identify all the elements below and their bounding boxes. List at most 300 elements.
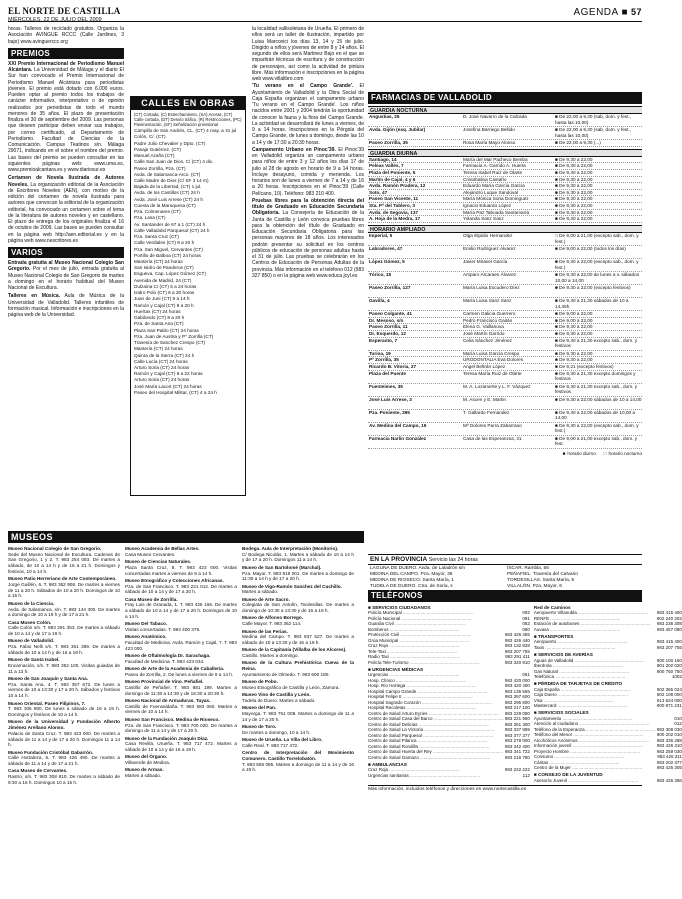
farmacia-row	[368, 233, 642, 246]
column-actividades	[252, 26, 364, 526]
obra-item: Juan de Juni (CT) 9 a 14 h	[134, 296, 190, 302]
museo-name: Museo San Francisco. Medina de Rioseco.	[125, 716, 220, 722]
telefono-number: 012	[674, 721, 682, 727]
telefonos-category: ■ SERVICIOS DE AVERÍAS	[533, 651, 593, 657]
museo-name: Museo del Pan.	[242, 705, 277, 711]
farmacia-owner: Carmen Galicia Guerrero	[463, 311, 516, 317]
farmacia-hours: ■ De 9,30 a 22,00	[555, 357, 593, 363]
article-title: Talleres en Música.	[8, 293, 61, 300]
telefono-number: 983 132 828	[504, 643, 530, 649]
telefono-number: 983 426 305	[656, 765, 682, 771]
farmacia-owner: URODONTALIA Eva Dolores	[463, 357, 524, 363]
telefonos-category: ■ URGENCIAS MÉDICAS	[368, 666, 424, 672]
museo-entry	[242, 597, 354, 614]
farmacia-row	[368, 397, 642, 410]
museo-entry	[242, 705, 354, 722]
farmacia-address: Paseo Colgante, 41	[369, 311, 412, 317]
telefono-label: Atención al ciudadano .....	[534, 721, 650, 726]
farmacia-address: Pº Zorrilla, 35	[369, 357, 399, 363]
farmacia-hours: ■ De 9,30 a 22,00	[555, 324, 593, 330]
museo-name: Museo Anatómico.	[125, 634, 167, 640]
telefono-label: Cáritas .....	[534, 760, 620, 765]
obra-item: Pasaje Gutiérrez. (CT)	[134, 146, 181, 152]
telefono-label: Asesoría Juvenil .....	[534, 778, 638, 783]
farmacias-subheader: GUARDIA DIURNA	[368, 149, 642, 157]
farmacia-owner: Mª Dolores Parra Zabarrano	[463, 422, 522, 428]
article-title: XXI Premio Internacional de Periodismo Manuel Alcántara.	[8, 60, 124, 73]
telefonos-category: ■ SERVICIOS CIUDADANOS	[368, 604, 431, 610]
museo-name: Museo de Santa Isabel.	[8, 657, 60, 663]
telefono-number: 902 240 202	[656, 615, 682, 621]
museo-details: Pza. Fabio Nelli s/n. T. 983 351 389. De martes a sábado de 10 a 14 h y de 16 a 19 h.	[8, 644, 120, 655]
telefono-number: 080	[522, 626, 530, 632]
provincia-item: VILLALÓN. Pza. Mayor, 6	[507, 584, 562, 590]
museo-name: Museo de Valladolid.	[8, 638, 55, 644]
obra-item: Pza. Juan de Austria y P° Zorrilla (CT)	[134, 333, 214, 339]
telefono-number: 983 397 600	[504, 694, 530, 700]
museo-entry	[242, 546, 354, 563]
museo-details: Castillo. Martes a domingo.	[242, 653, 299, 659]
museo-name: Museo de San Bartolomé (Marchal).	[242, 564, 322, 570]
farmacia-address: Avda. Gijón (esq. Jubilar)	[369, 127, 426, 132]
museo-details: C/ Bodega Nicolás, 1. Martes a sábado de 10 a 14 h y de 17 a 20 h. Domingos 11 a 14 h.	[242, 551, 354, 563]
farmacia-row	[368, 384, 642, 397]
museo-name: Museo de la Universidad y Fundación Alberto Jiménez Arellano Alonso.	[8, 719, 120, 731]
museo-entry	[242, 750, 354, 773]
farmacia-row	[368, 331, 642, 338]
article-pruebas-libres	[252, 198, 364, 279]
obra-item: Pza. Lasa (CT)	[134, 215, 166, 221]
museo-entry	[242, 724, 354, 735]
telefonos-column-2	[534, 603, 682, 784]
museos-columns	[8, 546, 364, 787]
farmacia-hours: ■ De 9,30 a 22,00	[555, 156, 593, 162]
telefono-row	[368, 773, 530, 778]
obra-item: Avda. de los Castillos (CT) 24 h	[134, 190, 200, 196]
telefono-number: 092	[522, 610, 530, 616]
farmacia-owner: Alejandro Luque Sandoval	[463, 189, 518, 195]
obra-item: Pza. Colmenares (CT)	[134, 209, 181, 215]
museo-entry	[125, 559, 237, 576]
farmacia-owner: Farmacia A. Garrido A. Huerta	[463, 163, 526, 169]
article-title: Entrada gratuita al Museo Nacional Colegio San Gregorio.	[8, 260, 124, 273]
farmacia-row	[368, 157, 642, 164]
telefono-number: 983 217 100	[504, 705, 530, 711]
calles-en-obras-title: CALLES EN OBRAS	[131, 97, 245, 110]
obras-list	[131, 128, 245, 398]
obra-item: Mantería (CT) 24 horas	[134, 346, 183, 352]
telefono-label: Bomberos .....	[368, 627, 460, 632]
obras-legend: (CT) Cortada, (C) Estrechamiento, (SA) Aceras, (CT) Calle cortada, (DT) Desvío tráfico, (R) Restricciones, (PC) Pavimentación, (SF) Señalización provisional	[134, 112, 242, 128]
obra-item: José María Lacort (CT) 24 horas	[134, 383, 202, 389]
telefono-number: 062	[522, 621, 530, 627]
museo-details: Tudela de Duero. Martes a sábado.	[242, 697, 316, 703]
telefono-number: 1002	[671, 674, 682, 680]
telefono-label: Policía Nacional .....	[368, 616, 472, 621]
telefono-label: Centro de Salud Casa del Barco .....	[368, 716, 504, 721]
museo-details: Casa Museo Cervantes.	[125, 551, 176, 557]
museo-details: Colegiata de San Antolín, Tordesillas. De martes a domingo de 10:30 a 13:30 y de 16 a 19 h.	[242, 602, 354, 614]
museo-details: Medina del Campo. T. 983 837 527. De martes a sábado de 10 a 13:30 y de 16 a 19 h.	[242, 634, 354, 645]
telefono-number: 983 336 288	[656, 737, 682, 743]
farmacia-row	[368, 318, 642, 325]
museo-entry	[8, 576, 120, 599]
farmacia-owner: María Luisa Escudero Díez	[463, 285, 520, 291]
obra-item: Esgueva, Cap. López Gómez (CT)	[134, 271, 206, 277]
museo-name: Museo Provincial de Vino. Peñafiel.	[125, 679, 204, 685]
museos-title: MUSEOS	[8, 531, 364, 543]
telefono-number: 983 291 411	[505, 654, 530, 660]
telefono-number: 112	[522, 772, 530, 778]
telefono-row	[368, 660, 530, 665]
telefono-label: Telefónica .....	[534, 674, 626, 679]
museo-details: Villaverde de Medina.	[125, 760, 170, 766]
museo-name: Museo de la Fundación Joaquín Díaz.	[125, 735, 209, 741]
museo-entry	[125, 546, 237, 557]
farmacia-address: Paseo Zorrilla, 11	[369, 324, 408, 330]
museo-entry	[125, 698, 237, 715]
farmacia-owner: María Paz Taboada Santamaría	[463, 209, 530, 215]
farmacia-hours: ■ De 9,30 a 22,00	[555, 330, 593, 336]
telefono-number: 983 426 386	[656, 778, 682, 784]
article-pruebas-libres-text: La Consejería de Educación de la Junta de Castilla y León convoca pruebas libres para la obtención del título de Graduado en Educación Secundaria Obligatoria para las personas mayores de 18 años. Los interesados podrán presentar su solicitud en los centros públicos de educación de personas adultas hasta el 31 de julio. Las pruebas se celebrarán en los Centros de Educación de Personas Adultas de la provincia. Más información en el teléfono 012 (983 327 850) o en la página web www.educa.jcyl.es	[252, 210, 365, 279]
farmacia-row	[368, 259, 642, 272]
farmacia-hours: □ De 9,00 a 21,00 (excepto sab., dom. y fest.)	[555, 233, 639, 244]
farmacia-address: Santiago, 14	[369, 156, 397, 162]
telefono-label: Estación de autobuses .....	[534, 621, 651, 626]
provincia-item: TUDELA DE DUERO. Ctra. de Soria, s	[370, 584, 453, 590]
museo-details: T. 983 565 085. Martes a domingo de 11 a 14 y de 16 a 19 h.	[242, 761, 354, 773]
museo-details: Pza. Mayor. T. 983 819 001. De martes a domingo de 11:30 a 14 h y de 17 a 20 h.	[242, 570, 354, 582]
farmacia-address: Martín de Cajal, 4 y 6	[369, 176, 416, 182]
farmacia-row	[368, 196, 642, 203]
farmacia-owner: Eduardo María García García	[463, 183, 525, 189]
farmacia-hours: ■ De 9,30 a 21,30 excepto domingos y festivos	[555, 370, 636, 382]
obra-item: Portillo de Balboa (CT) 24 horas	[134, 252, 201, 258]
provincia-item: PEÑAFIEL. Travesía del Calvario	[507, 572, 578, 578]
museos-section	[8, 531, 364, 893]
telefono-label: Auvasa .....	[534, 627, 620, 632]
farmacia-hours: ■ De 9,30 a 22,00	[555, 209, 593, 215]
museo-entry	[125, 767, 237, 778]
museo-entry	[125, 634, 237, 651]
telefono-label: Centro de Salud Delicias .....	[368, 722, 489, 727]
telefono-label: Tele-Taxi .....	[368, 649, 457, 654]
telefono-label: Proyecto Hombre .....	[534, 749, 640, 754]
museo-entry	[242, 565, 354, 582]
telefono-row	[534, 703, 682, 708]
telefono-number: 900 971 231	[656, 703, 682, 709]
farmacia-owner: Rosa María Mayo Alonso	[463, 140, 516, 145]
obra-item: Mantería (CT) 24 horas	[134, 259, 183, 265]
article-campo-grande-text: El Ayuntamiento de Valladolid y la Obra Social de Caja España organizan el campamento urbano 'Tu verano en el Campo Grande'. Los niños nacidos entre 2001 y 2004 tendrán la oportunidad de conocer la fauna y la flora del Campo Grande. La actividad se desarrollará de lunes a viernes, de 9 a 14 horas. Inscripciones en la Pérgola del Campo Grande, de lunes a domingo, desde las 10 a 14 y de 17:30 a 20:30 horas.	[252, 83, 364, 146]
telefono-number: 983 426 440	[504, 637, 530, 643]
farmacia-owner: Angel Beltrán López	[463, 363, 506, 369]
telefono-label: Cruz Roja .....	[368, 643, 459, 648]
telefono-label: Visa .....	[534, 698, 614, 703]
farmacia-address: Dr. Esquerdo, 12	[369, 330, 406, 336]
farmacia-hours: ■ De 9,30 a 22,00 sábados de 10 a 14,00	[555, 396, 642, 402]
museo-entry	[242, 737, 354, 748]
museo-name: Museo Academia de Bellas Artes.	[125, 546, 200, 551]
premios-list	[8, 61, 124, 244]
museo-name: Museo de Ciencias Naturales.	[125, 559, 192, 565]
museo-entry	[125, 578, 237, 595]
farmacia-address: Tórico, 15	[369, 272, 392, 278]
farmacia-owner: M. A. Lozamerte y L. F. Vázquez	[463, 383, 531, 389]
farmacia-row	[368, 246, 642, 259]
farmacia-address: A. Hoja de la Medra, 17	[369, 216, 421, 222]
provincia-item: MEDINA DE RIOSECO. Santa María, 1	[370, 578, 454, 584]
museo-details: Casa Revilla, Urueña. T. 983 717 472. Martes a sábado de 10 a 14 y de 16 a 19 h.	[125, 741, 237, 753]
museo-details: Museo Etnográfico de Castilla y León, Zamora.	[242, 684, 340, 690]
provincia-right	[507, 566, 640, 590]
museo-details: Avda. de Salamanca, s/n. T. 983 144 300. De martes a domingo de 10 a 19 h y de 17 a 21 h.	[8, 606, 120, 618]
museo-details: T. 983 306 800. De lunes a sábado de 16 a 19 h. Domingos y festivos de 10 a 14 h.	[8, 706, 120, 717]
museo-details: Jorge Guillén, 6. T. 983 362 908. De martes a viernes de 11 a 20 h. Sábados de 10 a 20 h. Domingos de 10 a 15 h.	[8, 582, 120, 599]
telefono-label: Urgencias .....	[368, 672, 460, 677]
telefono-label: Centro de Salud Pilarica .....	[368, 738, 488, 743]
farmacia-hours: ■ De 9,30 a 22,00	[555, 189, 593, 195]
article-campo-grande	[252, 83, 364, 146]
farmacia-address: Sta. Pª del Tablero, 3	[369, 203, 415, 209]
museo-entry	[8, 676, 120, 699]
telefono-number: 900 750 750	[656, 668, 682, 674]
museo-entry	[8, 768, 120, 785]
telefono-label: Centro de Salud La Victoria .....	[368, 727, 494, 732]
article-text: Por el mes de julio, entrada gratuita al Museo Nacional Colegio de San Gregorio de martes a domingo en el horario habitual del Museo Nacional de Escultura.	[8, 266, 124, 291]
farmacia-row	[368, 351, 642, 358]
farmacia-address: Labradores, 47	[369, 246, 403, 252]
museo-entry	[8, 657, 120, 674]
farmacia-row	[368, 114, 642, 127]
obra-item: Huertas (CT) 24 horas	[134, 308, 181, 314]
telefono-label: Información juvenil .....	[534, 743, 643, 748]
telefonos-body	[368, 603, 682, 784]
telefono-label: Teléfono del Menor .....	[534, 732, 644, 737]
farmacia-hours: ■ De 9,00 a 22,00 (todos los días)	[555, 246, 626, 252]
farmacia-address: Avda. Ramón Pradera, 12	[369, 183, 426, 189]
telefono-label: Hospital Felipe II .....	[368, 694, 473, 699]
farmacia-address: Esperanto, 7	[369, 337, 398, 343]
telefono-number: 983 342 400	[504, 743, 530, 749]
telefono-number: 983 420 000	[504, 677, 530, 683]
telefono-label: Aguas de Valladolid .....	[534, 658, 645, 663]
telefono-number: 983 202 377	[656, 759, 682, 765]
farmacia-row	[368, 423, 642, 436]
telefono-label: Centro de la Mujer .....	[534, 765, 642, 770]
article-text: La organización editorial de la Asociación de Escritores Noveles (AEN), con motivo de la edición del certamen de novela ilustrada para autores que convocan la editorial de la organización editorial, ha convocado un certamen sobre el tema de la literatura de autores noveles y en castellano. El plazo de entrega de los originales finaliza el 16 de octubre de 2009. Las bases se pueden consultar en la página web http://aen.editorial.es y en la página web www.nescritores.es	[8, 181, 124, 244]
telefono-number: 983 259 030	[656, 748, 682, 754]
museo-entry	[125, 621, 237, 632]
farmacia-row	[368, 163, 642, 170]
farmacia-owner: T. Gallardo Fernandez	[463, 409, 510, 415]
telefonos-title: TELÉFONOS	[368, 590, 642, 602]
article-pinoc-title: Campamento Urbano en Pinoc'39.	[252, 146, 336, 153]
article	[8, 61, 124, 174]
article-pinoc	[252, 147, 364, 197]
museo-details: Ayuntamiento de Olmedo. T. 983 600 180.	[242, 671, 330, 677]
farmacia-address: Turina, 19	[369, 350, 391, 356]
farmacia-owner: María Luisa Sanz Sanz	[463, 298, 512, 304]
telefonos-category: ■ TRANSPORTES	[533, 633, 574, 639]
telefono-number: 983 351 300	[504, 721, 530, 727]
obra-item: Arturo Soria (CT) 24 horas	[134, 365, 190, 370]
telefono-label: Grúa Municipal .....	[368, 638, 470, 643]
telefono-label: Policía Tele-Turismo .....	[368, 660, 480, 665]
telefono-number: 983 337 899	[504, 727, 530, 733]
obra-item: Colón, C/. (CT)	[134, 134, 166, 140]
museo-name: Museo de la Ciencia.	[8, 600, 55, 606]
museo-details: Martes a sábado.	[242, 589, 279, 595]
telefono-row	[534, 765, 682, 770]
farmacia-hours: ■ De 9,30 a 22,00	[555, 169, 593, 175]
farmacia-row	[368, 170, 642, 177]
farmacia-owner: Emilio Rodríguez Álvarez	[463, 246, 516, 252]
museo-details: Mayorga. T. 983 751 008. Martes a domingo de 11 a 14 y de 17 a 20 h.	[242, 711, 354, 722]
provincia-left	[370, 566, 503, 590]
obra-item: Dulzaina C/ (CT) 5 a 24 horas	[134, 283, 197, 289]
calles-en-obras-box	[130, 96, 246, 496]
provincia-list	[368, 565, 642, 591]
telefono-number: 913 624 000	[656, 697, 682, 703]
museo-name: Centro de Interpretación del Movimiento Comunero. Castillo Torrelobatón.	[242, 750, 354, 761]
provincia-item: MEDINA DEL CAMPO. Pza. Mayor, 36	[370, 572, 453, 578]
farmacia-owner: María Mónica Soria Dominguez	[463, 196, 529, 202]
telefonos-category: ■ CONSEJO DE LA JUVENTUD	[533, 772, 603, 778]
farmacia-hours: ■ De 9,30 a 21,30 excepto sab., dom. y festivos	[555, 383, 638, 395]
telefono-label: Ayuntamiento .....	[534, 716, 633, 721]
farmacia-address: Paseo San Vicente, 11	[369, 196, 419, 202]
museo-name: Museo del Órgano.	[125, 754, 168, 760]
farmacia-hours: ■ De 9,30 a 22,00 sábados de 10,00 a 14,00	[555, 409, 635, 421]
page-number: 57	[630, 7, 642, 17]
farmacia-address: Avda. de Segovia, 137	[369, 209, 419, 215]
telefono-number: 983 207 755	[504, 648, 530, 654]
telefono-label: Consumo .....	[534, 754, 625, 759]
obra-item: Avda. José Luis Arrese (CT) 24 h	[134, 196, 203, 202]
farmacia-owner: Yolanda Sanz Sanz	[463, 216, 504, 222]
farmacia-row	[368, 285, 642, 298]
farmacia-owner: Celia Sánchez Jiménez	[463, 337, 512, 343]
telefono-number: 900 202 010	[656, 732, 682, 738]
museo-name: Museo Fundación Cristóbal Gabarrón.	[8, 749, 94, 755]
museo-name: Museo Nacional de Armaduras. Tuyas.	[125, 697, 211, 703]
museo-details: Calle Colón s/n. T. 983 291 353. De martes a sábado de 10 a 14 y de 17 a 19 h.	[8, 625, 120, 637]
article-pinoc-text: El Pinoc'39 en Valladolid organiza un campamento urbano para niños de entre 3 y 12 años los días 17 de julio al 28 de agosto en horario de 9 a 14 horas. Incluye desayuno, comida y merienda. Los horarios son de lunes a viernes de 7 a 14 y de 16 a 20 horas. Inscripciones en el Pinoc'39 (Calle Pelícano, 10). Teléfono: 983 210 400.	[252, 146, 365, 197]
telefono-label: RENFE .....	[534, 616, 621, 621]
farmacia-owner: Pedro Francisco Gaitán	[463, 317, 513, 323]
museo-entry	[125, 736, 237, 753]
obra-item: Paseo del Hospital Militar, (CT) 4 a 24 h	[134, 389, 217, 395]
farmacia-row	[368, 357, 642, 364]
telefono-label: Aeropuerto Villanubla .....	[534, 610, 648, 615]
telefono-number: 902 108 000	[656, 692, 682, 698]
farmacia-hours: ■ De 22,00 a 9,30 (sab, dom. y fest., hasta las 10,00)	[555, 127, 632, 138]
farmacia-row	[368, 364, 642, 371]
farmacias-table	[368, 106, 642, 449]
telefono-label: Hospital Sagrado Corazón .....	[368, 700, 492, 705]
premios-header: PREMIOS	[8, 48, 124, 59]
farmacia-owner: Olga Elpidio Hernandez	[463, 233, 513, 239]
telefonos-category: ■ AMBULANCIAS	[368, 761, 407, 767]
provincia-subtitle: Servicio las 24 horas	[428, 556, 478, 563]
telefono-label: Centro de Salud Gamazo .....	[368, 755, 490, 760]
article	[8, 260, 124, 291]
farmacias-subheader: HORARIO AMPLIADO	[368, 225, 642, 233]
farmacia-row	[368, 177, 642, 184]
farmacia-address: López Gómez, 5	[369, 259, 405, 265]
telefono-number: 983 420 400	[504, 683, 530, 689]
farmacia-address: Peleas Vallés, 7	[369, 163, 404, 169]
telefono-label: Teléfono de la Esperanza .....	[534, 727, 656, 732]
obra-item: Paseo Zorrilla, Pza. (CT)	[134, 165, 186, 171]
museo-name: Museo Patio Herreriano de Arte Contemporáneo.	[8, 576, 117, 582]
telefono-number: 901 202 020	[656, 663, 682, 669]
telefono-row	[534, 778, 682, 783]
farmacia-owner: Cristobalina Castaño	[463, 176, 507, 182]
farmacia-hours: ■ De 9,30 a 22,00	[555, 163, 593, 169]
telefono-number: 983 341 722	[504, 749, 530, 755]
provincia-item: ÍSCAR. Rambla, 56	[507, 566, 549, 572]
provincia-item: LAGUNA DE DUERO. Avda. de Laladrón s/n	[370, 566, 466, 572]
museo-details: Visitas concertadas. T. 983 400 379.	[125, 626, 201, 632]
telefono-number: 061	[522, 672, 530, 678]
intro-text: horas. Talleres de reciclado gratuitos. Organiza la Asociación AVINGUE RCCC (Calle Jardines, 3 bajo) www.avinguerccc.org	[8, 26, 124, 45]
obra-item: Calle Verdiales (CT) 8 a 20 h	[134, 240, 195, 246]
farmacia-row	[368, 436, 642, 449]
farmacia-hours: ■ De 9,30 a 22,00	[555, 176, 593, 182]
museo-entry	[8, 546, 120, 575]
telefono-number: 983 279 000	[504, 738, 530, 744]
farmacia-row	[368, 203, 642, 210]
museo-entry	[242, 679, 354, 690]
obra-item: Calle Lucía (CT) 24 horas	[134, 358, 188, 364]
obra-item: Gabilondo (CT) 8 a 20 h	[134, 315, 185, 321]
farmacia-row	[368, 338, 642, 351]
obra-item: Quinta de la Sierra (CT) 24 h	[134, 352, 195, 358]
telefono-number: 902 365 024	[656, 686, 682, 692]
museo-details: De martes a domingo, 10 a 14 h.	[242, 729, 311, 735]
museo-details: Calle Real. T. 983 717 472.	[242, 742, 299, 748]
telefonos-section	[368, 590, 682, 793]
museos-column-1	[8, 546, 120, 787]
farmacia-address: Plaza del Puente	[369, 370, 406, 376]
provincia-section	[368, 554, 642, 591]
museo-details: Paseo de Zorrilla, 2. De lunes a viernes de 9 a 14 h.	[125, 671, 234, 677]
obra-item: Plaza San Pablo (CT) 24 horas	[134, 327, 199, 333]
farmacia-address: Dr. Mesoso, s/n	[369, 317, 404, 323]
museo-name: Museo de las Ferias.	[242, 628, 288, 634]
museo-details: Pza. Santa Ana, 4. T. 983 357 672. De lunes a viernes de 10 a 13:30 y 17 a 20 h. Sábados y festivos 10 a 14 h.	[8, 681, 120, 699]
telefono-label: Urgencias sanitarias .....	[368, 773, 480, 778]
museo-name: Museo Oriental. Paseo Filipinos, 7.	[8, 700, 86, 706]
telefono-label: Radio Taxi .....	[368, 654, 460, 659]
farmacia-hours: ■ De 22,00 a 9,30 (...)	[555, 140, 601, 145]
farmacia-hours: ■ De 9,21 (excepto festivos)	[555, 363, 614, 369]
museo-name: Museo de Arte de la Academia de Caballería.	[125, 666, 225, 672]
telefono-label: Protección Civil .....	[368, 632, 470, 637]
legend-diurno: ■ horario diurno	[563, 451, 596, 457]
farmacia-hours: ■ De 9,30 a 21,30 sábados de 10 a 14,45h	[555, 298, 629, 309]
article-text: Aula de Música de la Universidad de Valladolid. Talleres infantiles de formación musical. Información e inscripciones en la página web de la Universidad.	[8, 293, 124, 318]
farmacias-legend	[368, 451, 642, 457]
obra-item: San Isidro de Panderos (CT)	[134, 265, 194, 271]
farmacia-address: Fuenteimes, 35	[369, 383, 403, 389]
museo-entry	[8, 750, 120, 767]
obra-item: Cuesta de la Maruquesa (CT)	[134, 202, 196, 208]
obra-item: Avenida de Madrid, 24 (CT)	[134, 277, 192, 283]
